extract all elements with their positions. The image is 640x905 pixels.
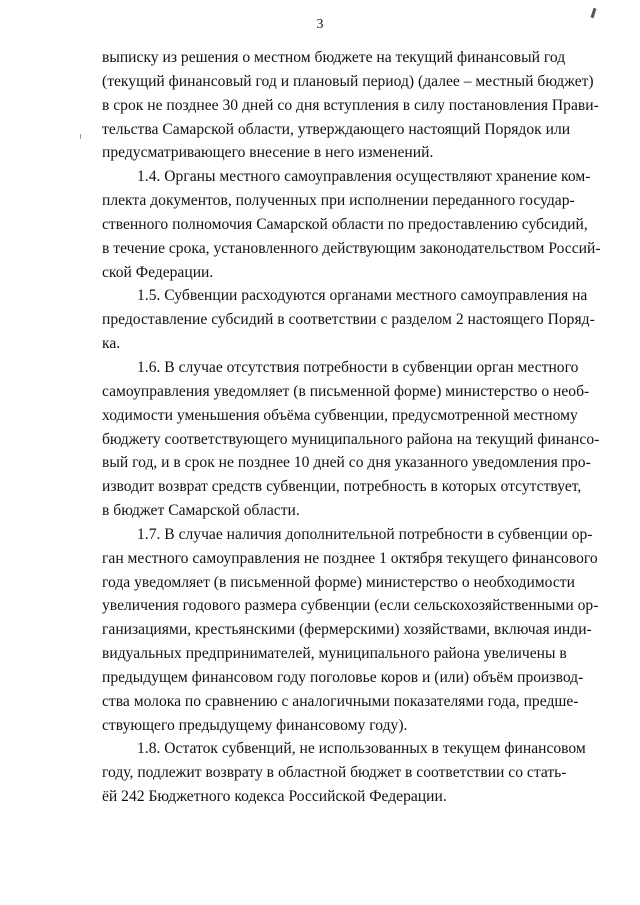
scan-artifact-dot	[80, 134, 81, 139]
text-line: в бюджет Самарской области.	[102, 502, 300, 520]
text-line: ственного полномочия Самарской области по предоставлению субсидий,	[102, 215, 588, 233]
text-line: ства молока по сравнению с аналогичными показателями года, предше-	[102, 692, 579, 710]
text-line: 1.7. В случае наличия дополнительной потребности в субвенции ор-	[137, 525, 593, 543]
text-line: видуальных предпринимателей, муниципального района увеличены в	[102, 645, 567, 663]
text-line: выписку из решения о местном бюджете на текущий финансовый год	[102, 49, 566, 66]
text-line: ходимости уменьшения объёма субвенции, предусмотренной местному	[102, 406, 578, 424]
text-line: бюджету соответствующего муниципального района на текущий финансо-	[102, 430, 600, 448]
document-body	[102, 46, 601, 809]
text-line: плекта документов, полученных при исполнении переданного государ-	[102, 192, 575, 210]
text-line: 1.5. Субвенции расходуются органами местного самоуправления на	[137, 287, 588, 305]
text-line: увеличения годового размера субвенции (если сельскохозяйственными ор-	[102, 597, 599, 615]
text-line: ствующего предыдущему финансовому году).	[102, 716, 408, 734]
text-line: ской Федерации.	[102, 263, 214, 281]
text-line: ка.	[102, 335, 121, 353]
text-line: предыдущем финансовом году поголовье коров и (или) объём производ-	[102, 668, 584, 686]
text-line: изводит возврат средств субвенции, потребность в которых отсутствует,	[102, 478, 582, 496]
text-line: вый год, и в срок не позднее 10 дней со дня указанного уведомления про-	[102, 454, 591, 472]
text-line: 1.6. В случае отсутствия потребности в субвенции орган местного	[137, 358, 579, 376]
page-number: 3	[316, 17, 324, 32]
text-line: ёй 242 Бюджетного кодекса Российской Федерации.	[102, 788, 447, 806]
text-line: тельства Самарской области, утверждающего настоящий Порядок или	[102, 120, 571, 138]
text-line: (текущий финансовый год и плановый период) (далее – местный бюджет)	[102, 72, 594, 90]
text-line: году, подлежит возврату в областной бюджет в соответствии со стать-	[102, 764, 567, 782]
text-line: ган местного самоуправления не позднее 1 октября текущего финансового	[102, 549, 598, 567]
text-line: в срок не позднее 30 дней со дня вступления в силу постановления Прави-	[102, 96, 599, 114]
text-line: предоставление субсидий в соответствии с разделом 2 настоящего Поряд-	[102, 311, 595, 329]
text-line: предусматривающего внесение в него изменений.	[102, 144, 434, 162]
text-line: года уведомляет (в письменной форме) министерство о необходимости	[102, 573, 575, 591]
text-line: в течение срока, установленного действующим законодательством Россий-	[102, 239, 601, 257]
text-line: ганизациями, крестьянскими (фермерскими) хозяйствами, включая инди-	[102, 621, 592, 639]
text-line: 1.4. Органы местного самоуправления осуществляют хранение ком-	[137, 168, 591, 186]
text-line: самоуправления уведомляет (в письменной форме) министерство о необ-	[102, 382, 590, 400]
text-line: 1.8. Остаток субвенций, не использованных в текущем финансовом	[137, 740, 586, 758]
